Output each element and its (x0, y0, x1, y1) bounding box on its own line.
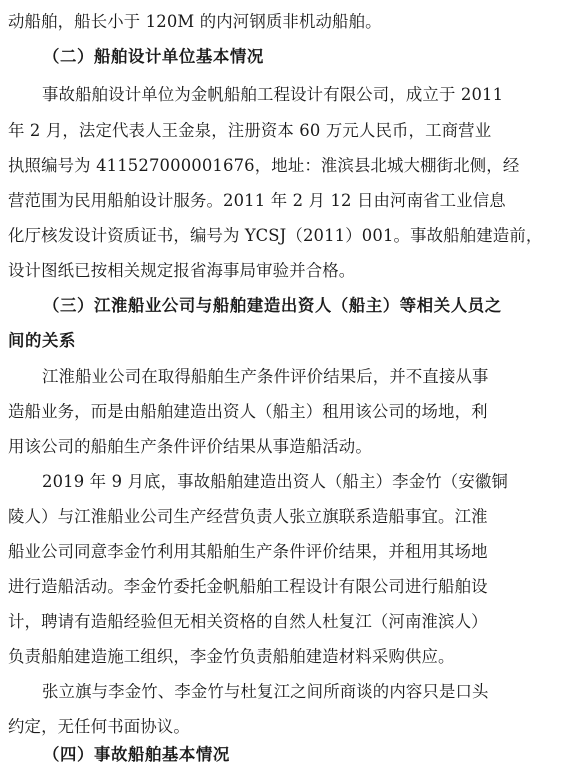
paragraph-line: 张立旗与李金竹、李金竹与杜复江之间所商谈的内容只是口头 (42, 682, 489, 701)
paragraph-line: 船业公司同意李金竹利用其船舶生产条件评价结果，并租用其场地 (8, 542, 488, 561)
section-heading: （四）事故船舶基本情况 (43, 745, 230, 764)
paragraph-line: 造船业务，而是由船舶建造出资人（船主）租用该公司的场地，利 (8, 402, 488, 421)
paragraph-line: 进行造船活动。李金竹委托金帆船舶工程设计有限公司进行船舶设 (8, 577, 488, 596)
paragraph-line: 化厅核发设计资质证书，编号为 YCSJ（2011）001。事故船舶建造前， (8, 226, 543, 245)
paragraph-line: 江淮船业公司在取得船舶生产条件评价结果后，并不直接从事 (42, 367, 489, 386)
paragraph-line: 用该公司的船舶生产条件评价结果从事造船活动。 (8, 437, 372, 456)
paragraph-line: 营范围为民用船舶设计服务。2011 年 2 月 12 日由河南省工业信息 (8, 191, 506, 210)
paragraph-line: 计，聘请有造船经验但无相关资格的自然人杜复江（河南淮滨人） (8, 612, 488, 631)
paragraph-line: 约定，无任何书面协议。 (8, 717, 190, 736)
paragraph-line: 设计图纸已按相关规定报省海事局审验并合格。 (8, 261, 356, 280)
paragraph-line: 2019 年 9 月底，事故船舶建造出资人（船主）李金竹（安徽铜 (42, 472, 508, 491)
paragraph-line: 负责船舶建造施工组织，李金竹负责船舶建造材料采购供应。 (8, 647, 455, 666)
paragraph-line: 年 2 月，法定代表人王金泉，注册资本 60 万元人民币，工商营业 (8, 121, 492, 140)
paragraph-line: 动船舶，船长小于 120M 的内河钢质非机动船舶。 (8, 12, 382, 31)
section-heading: 间的关系 (8, 331, 76, 350)
paragraph-line: 执照编号为 411527000001676，地址：淮滨县北城大棚街北侧，经 (8, 156, 520, 175)
paragraph-line: 陵人）与江淮船业公司生产经营负责人张立旗联系造船事宜。江淮 (8, 507, 488, 526)
section-heading: （三）江淮船业公司与船舶建造出资人（船主）等相关人员之 (43, 296, 502, 315)
section-heading: （二）船舶设计单位基本情况 (43, 47, 264, 66)
paragraph-line: 事故船舶设计单位为金帆船舶工程设计有限公司，成立于 2011 (42, 85, 504, 104)
